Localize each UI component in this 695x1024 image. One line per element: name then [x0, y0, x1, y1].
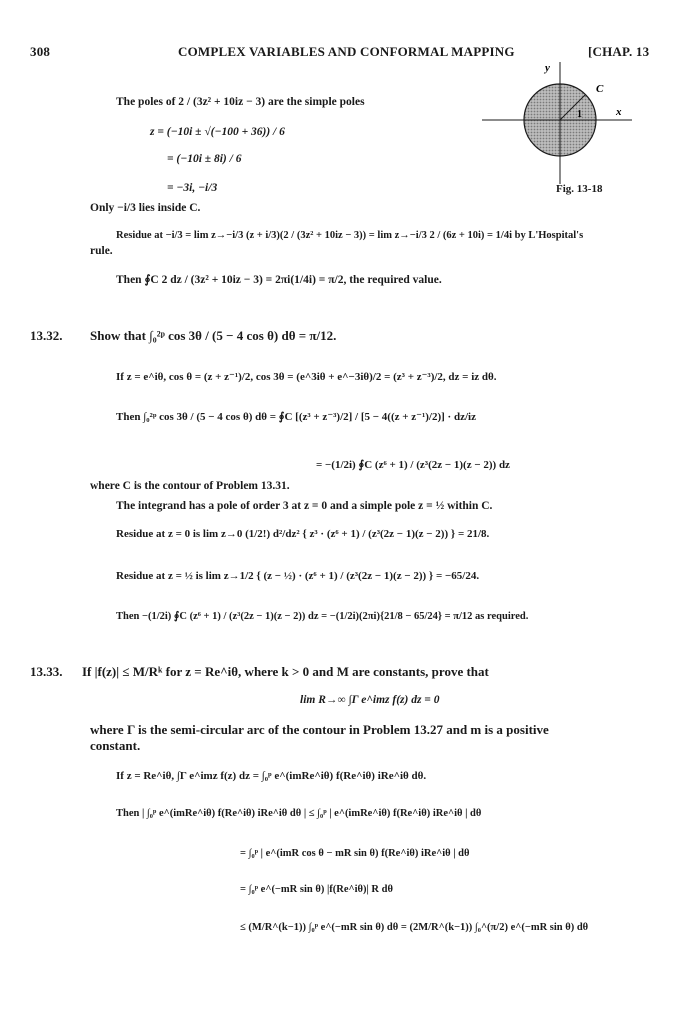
integral-transform-eq: Then ∫₀²ᵖ cos 3θ / (5 − 4 cos θ) dθ = ∮C [(z³ + z⁻³)/2] / [5 − 4((z + z⁻¹)/2)] · dz/iz — [116, 411, 476, 423]
substitution-eq: If z = e^iθ, cos θ = (z + z⁻¹)/2, cos 3θ = (e^3iθ + e^−3iθ)/2 = (z³ + z⁻³)/2, dz = iz dθ. — [116, 371, 497, 383]
substitution-gamma-eq: If z = Re^iθ, ∫Γ e^imz f(z) dz = ∫₀ᵖ e^(imRe^iθ) f(Re^iθ) iRe^iθ dθ. — [116, 770, 427, 782]
chapter-label: [CHAP. 13 — [588, 44, 650, 59]
running-title: COMPLEX VARIABLES AND CONFORMAL MAPPING — [178, 44, 515, 59]
simplified-eq: = ∫₀ᵖ e^(−mR sin θ) |f(Re^iθ)| R dθ — [240, 884, 393, 895]
problem-13-32-statement: Show that ∫₀²ᵖ cos 3θ / (5 − 4 cos θ) dθ = π/12. — [90, 328, 337, 343]
gamma-description: where Γ is the semi-circular arc of the contour in Problem 13.27 and m is a positive — [90, 722, 549, 737]
contour-reference: where C is the contour of Problem 13.31. — [90, 480, 290, 492]
radius-label: 1 — [577, 109, 582, 120]
bound-eq: ≤ (M/R^(k−1)) ∫₀ᵖ e^(−mR sin θ) dθ = (2M/R^(k−1)) ∫₀^(π/2) e^(−mR sin θ) dθ — [240, 922, 589, 933]
residue-z0-eq: Residue at z = 0 is lim z→0 (1/2!) d²/dz² { z³ · (z⁶ + 1) / (z³(2z − 1)(z − 2)) } = 21/8. — [116, 528, 490, 540]
residue-eq: Residue at −i/3 = lim z→−i/3 (z + i/3)(2 / (3z² + 10iz − 3)) = lim z→−i/3 2 / (6z + 10i) = 1/4i by L'Hospital's — [116, 230, 584, 241]
modulus-eq: = ∫₀ᵖ | e^(imR cos θ − mR sin θ) f(Re^iθ) iRe^iθ | dθ — [240, 848, 470, 859]
page-number: 308 — [30, 44, 51, 59]
poles-text: The poles of 2 / (3z² + 10iz − 3) are the simple poles — [116, 96, 365, 108]
poles-eq-3: = −3i, −i/3 — [167, 182, 218, 194]
poles-eq-2: = (−10i ± 8i) / 6 — [167, 153, 242, 165]
figure-13-18 — [482, 62, 662, 192]
x-axis-label: x — [616, 106, 622, 118]
contour-integral-eq: = −(1/2i) ∮C (z⁶ + 1) / (z³(2z − 1)(z − 2)) dz — [316, 459, 510, 471]
inequality-eq: Then | ∫₀ᵖ e^(imRe^iθ) f(Re^iθ) iRe^iθ dθ | ≤ ∫₀ᵖ | e^(imRe^iθ) f(Re^iθ) iRe^iθ | dθ — [116, 808, 482, 819]
figure-caption: Fig. 13-18 — [556, 183, 603, 195]
y-axis-label: y — [545, 62, 550, 74]
residue-half-eq: Residue at z = ½ is lim z→1/2 { (z − ½) · (z⁶ + 1) / (z³(2z − 1)(z − 2)) } = −65/24. — [116, 570, 480, 582]
final-result-eq: Then −(1/2i) ∮C (z⁶ + 1) / (z³(2z − 1)(z − 2)) dz = −(1/2i)(2πi){21/8 − 65/24} = π/12 as required. — [116, 611, 529, 622]
problem-number-13-33: 13.33. — [30, 664, 63, 679]
problem-13-33-statement: If |f(z)| ≤ M/Rᵏ for z = Re^iθ, where k > 0 and M are constants, prove that — [82, 664, 489, 679]
constant-text: constant. — [90, 738, 141, 753]
problem-number-13-32: 13.32. — [30, 328, 63, 343]
result-eq: Then ∮C 2 dz / (3z² + 10iz − 3) = 2πi(1/4i) = π/2, the required value. — [116, 274, 442, 286]
limit-eq: lim R→∞ ∫Γ e^imz f(z) dz = 0 — [300, 694, 440, 706]
curve-label: C — [596, 83, 604, 95]
inside-c-text: Only −i/3 lies inside C. — [90, 202, 201, 214]
rule-text: rule. — [90, 245, 113, 257]
poles-eq-1: z = (−10i ± √(−100 + 36)) / 6 — [150, 126, 285, 138]
poles-order-text: The integrand has a pole of order 3 at z = 0 and a simple pole z = ½ within C. — [116, 500, 493, 512]
